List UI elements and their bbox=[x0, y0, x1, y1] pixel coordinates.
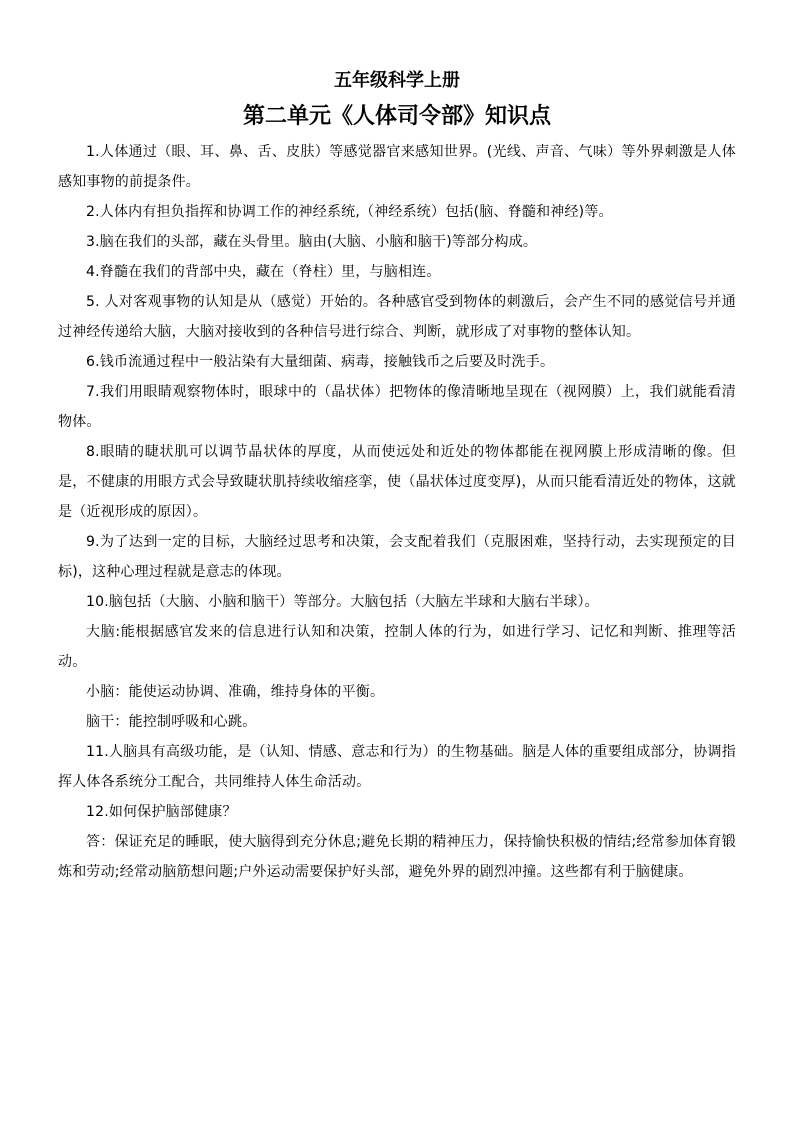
paragraph-brainstem: 脑干：能控制呼吸和心跳。 bbox=[86, 714, 257, 730]
paragraph-4: 4.脊髓在我们的背部中央，藏在（脊柱）里，与脑相连。 bbox=[86, 264, 441, 280]
paragraph-1: 1.人体通过（眼、耳、鼻、舌、皮肤）等感觉器官来感知世界。(光线、声音、气味）等外界刺激是人体感知事物的前提条件。 bbox=[58, 144, 736, 190]
paragraph-11: 11.人脑具有高级功能，是（认知、情感、意志和行为）的生物基础。脑是人体的重要组成部分，协调指挥人体各系统分工配合，共同维持人体生命活动。 bbox=[58, 744, 736, 790]
paragraph-cerebellum: 小脑：能使运动协调、准确，维持身体的平衡。 bbox=[86, 684, 385, 700]
paragraph-5: 5. 人对客观事物的认知是从（感觉）开始的。各种感官受到物体的刺激后，会产生不同的感觉信号并通过神经传递给大脑，大脑对接收到的各种信号进行综合、判断，就形成了对事物的整体认知。 bbox=[58, 294, 736, 340]
document-subtitle: 第二单元《人体司令部》知识点 bbox=[242, 104, 551, 129]
paragraph-9: 9.为了达到一定的目标，大脑经过思考和决策，会支配着我们（克服困难，坚持行动，去实现预定的目标)，这种心理过程就是意志的体现。 bbox=[58, 534, 736, 580]
paragraph-12-question: 12.如何保护脑部健康？ bbox=[86, 804, 237, 820]
paragraph-7: 7.我们用眼睛观察物体时，眼球中的（晶状体）把物体的像清晰地呈现在（视网膜）上，我们就能看清物体。 bbox=[58, 384, 736, 430]
paragraph-3: 3.脑在我们的头部，藏在头骨里。脑由(大脑、小脑和脑干)等部分构成。 bbox=[86, 234, 538, 250]
paragraph-8: 8.眼睛的睫状肌可以调节晶状体的厚度，从而使远处和近处的物体都能在视网膜上形成清晰的像。但是，不健康的用眼方式会导致睫状肌持续收缩痉挛，使（晶状体过度变厚)，从而只能看清近处的物体，这就是（近视形成的原因）。 bbox=[58, 444, 736, 520]
document-title: 五年级科学上册 bbox=[334, 70, 460, 91]
paragraph-2: 2.人体内有担负指挥和协调工作的神经系统,（神经系统）包括(脑、脊髓和神经)等。 bbox=[86, 204, 613, 220]
document-body bbox=[58, 137, 736, 887]
paragraph-12-answer: 答：保证充足的睡眠，使大脑得到充分休息;避免长期的精神压力，保持愉快积极的情结;经常参加体育锻炼和劳动;经常动脑筋想问题;户外运动需要保护好头部，避免外界的剧烈冲撞。这些都有利于脑健康。 bbox=[58, 834, 736, 880]
paragraph-cerebrum: 大脑:能根据感官发来的信息进行认知和决策，控制人体的行为，如进行学习、记忆和判断、推理等活动。 bbox=[58, 624, 736, 670]
paragraph-6: 6.钱币流通过程中一般沾染有大量细菌、病毒，接触钱币之后要及时洗手。 bbox=[86, 354, 555, 370]
paragraph-10: 10.脑包括（大脑、小脑和脑干）等部分。大脑包括（大脑左半球和大脑右半球）。 bbox=[86, 594, 599, 610]
